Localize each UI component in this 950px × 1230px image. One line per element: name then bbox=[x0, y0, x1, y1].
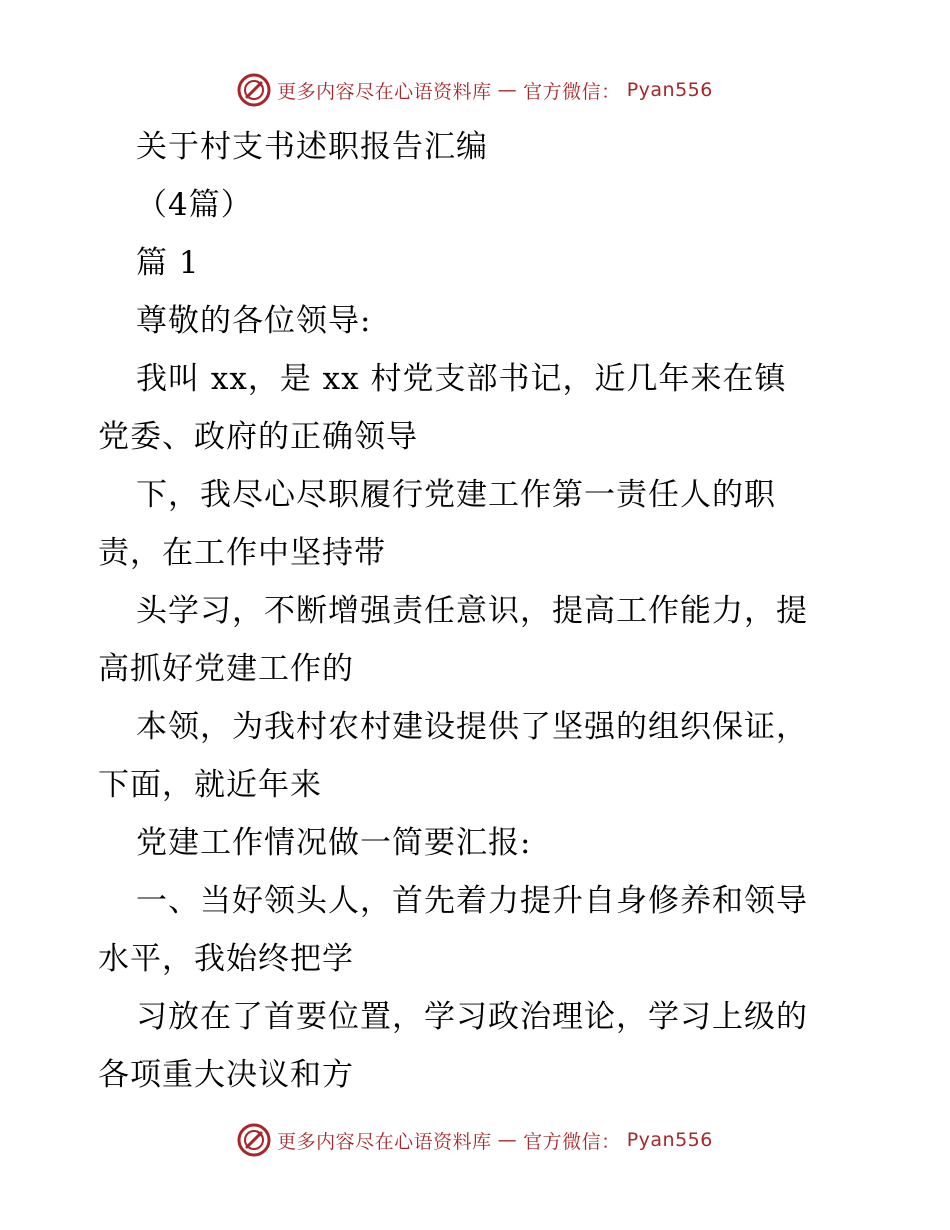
text-line: 党委、政府的正确领导 bbox=[98, 419, 418, 455]
document-body bbox=[98, 118, 858, 1104]
text-line: 尊敬的各位领导: bbox=[136, 303, 372, 339]
text-line: 一、当好领头人，首先着力提升自身修养和领导 bbox=[136, 883, 808, 919]
watermark-wechat-label: 官方微信： bbox=[523, 80, 621, 103]
watermark-text: 更多内容尽在心语资料库 bbox=[277, 1130, 492, 1153]
watermark-separator: — bbox=[497, 79, 518, 101]
section-heading: 篇 1 bbox=[136, 245, 200, 281]
document-subtitle: （4篇） bbox=[136, 187, 253, 223]
header-watermark bbox=[0, 70, 950, 110]
text-line: 下面，就近年来 bbox=[98, 767, 322, 803]
text-line: 各项重大决议和方 bbox=[98, 1057, 354, 1093]
text-line: 本领，为我村农村建设提供了坚强的组织保证， bbox=[136, 709, 808, 745]
footer-watermark bbox=[0, 1120, 950, 1160]
paragraph-lines bbox=[98, 292, 858, 1104]
text-line: 党建工作情况做一简要汇报: bbox=[136, 825, 532, 861]
text-line: 责，在工作中坚持带 bbox=[98, 535, 386, 571]
watermark-separator: — bbox=[497, 1129, 518, 1151]
text-line: 高抓好党建工作的 bbox=[98, 651, 354, 687]
text-line: 头学习，不断增强责任意识，提高工作能力，提 bbox=[136, 593, 808, 629]
watermark-text: 更多内容尽在心语资料库 bbox=[277, 80, 492, 103]
watermark-wechat-id: Pyan556 bbox=[626, 1129, 713, 1151]
seal-logo-icon bbox=[237, 1123, 271, 1157]
watermark-wechat-label: 官方微信： bbox=[523, 1130, 621, 1153]
text-line: 水平，我始终把学 bbox=[98, 941, 354, 977]
text-line: 习放在了首要位置，学习政治理论，学习上级的 bbox=[136, 999, 808, 1035]
document-title: 关于村支书述职报告汇编 bbox=[136, 129, 488, 165]
text-line: 下，我尽心尽职履行党建工作第一责任人的职 bbox=[136, 477, 776, 513]
text-line: 我叫 xx，是 xx 村党支部书记，近几年来在镇 bbox=[136, 361, 787, 397]
watermark-wechat-id: Pyan556 bbox=[626, 79, 713, 101]
seal-logo-icon bbox=[237, 73, 271, 107]
